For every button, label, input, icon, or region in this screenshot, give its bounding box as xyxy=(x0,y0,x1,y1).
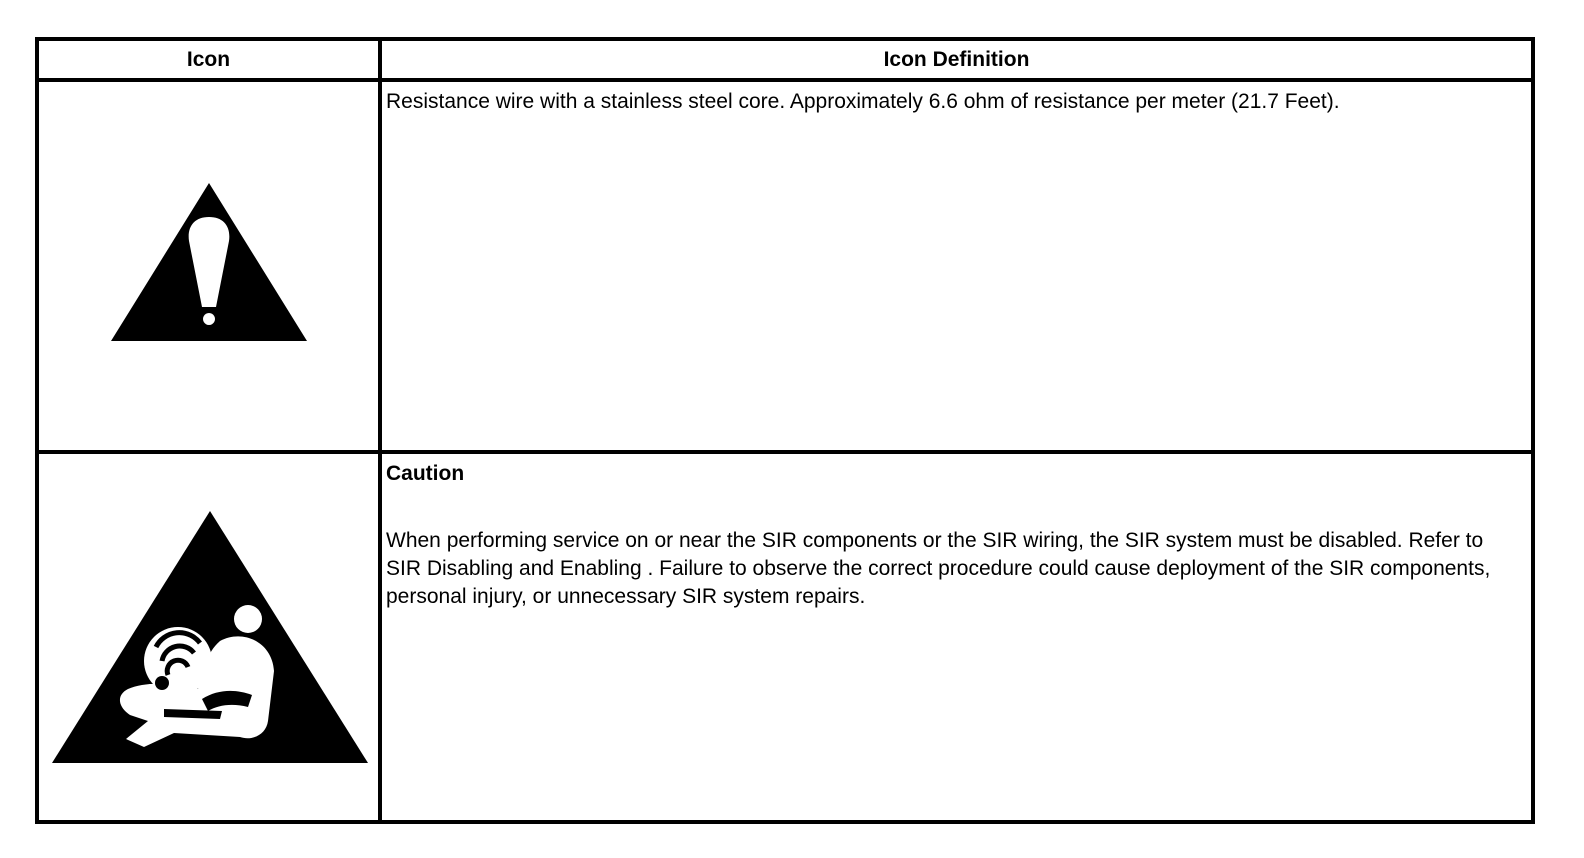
row-1-definition: Resistance wire with a stainless steel core. Approximately 6.6 ohm of resistance per meter (21.7 Feet). xyxy=(386,90,1340,113)
icon-definition-table xyxy=(35,37,1535,824)
header-icon: Icon xyxy=(186,48,231,71)
row-2-definition: When performing service on or near the SIR components or the SIR wiring, the SIR system must be disabled. Refer to SIR Disabling and Enabling . Failure to observe the correct procedure could cause deployment of the SIR components, personal injury, or unnecessary SIR system repairs. xyxy=(386,529,1491,608)
airbag-sir-caution-icon xyxy=(52,511,368,763)
row-divider xyxy=(39,450,1531,454)
warning-triangle-icon xyxy=(111,183,307,341)
caution-title: Caution xyxy=(386,462,465,485)
header-divider xyxy=(39,78,1531,82)
column-divider xyxy=(378,41,382,820)
header-icon-definition: Icon Definition xyxy=(883,48,1030,71)
